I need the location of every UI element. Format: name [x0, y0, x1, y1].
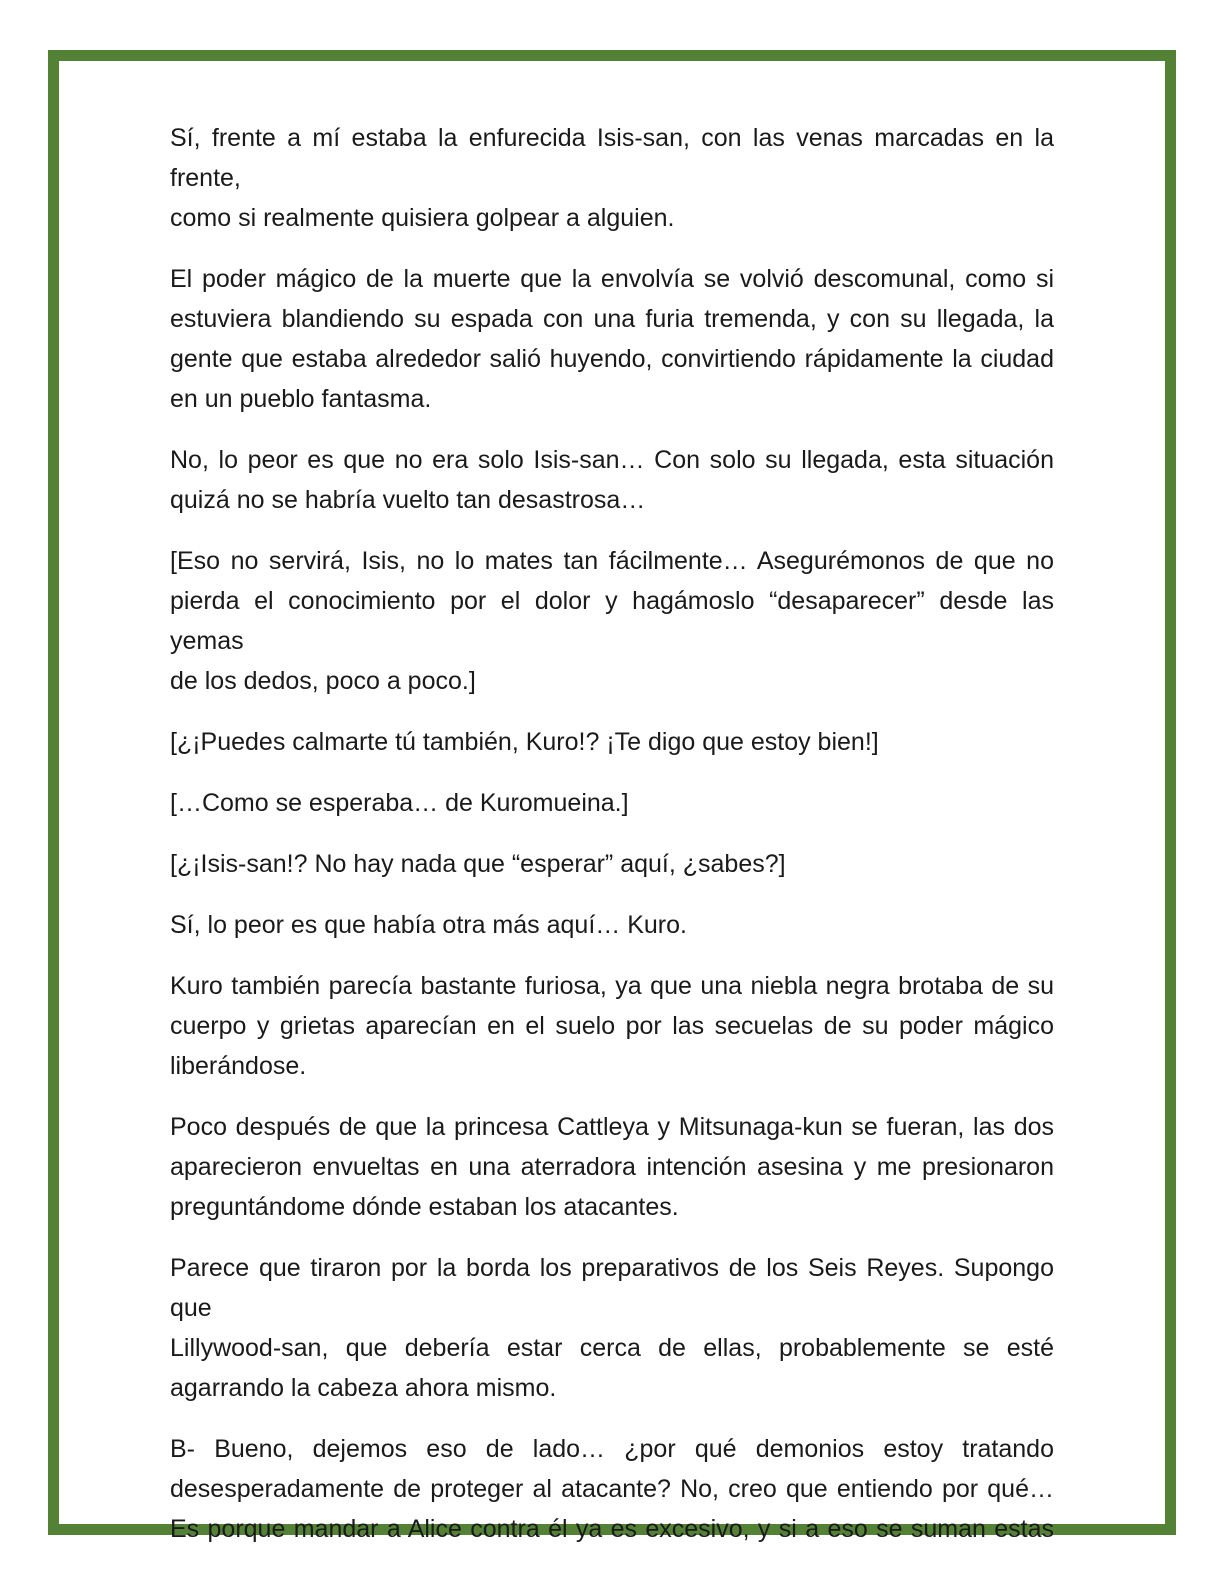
paragraph — [170, 1429, 1054, 1549]
document-text-block — [170, 118, 1054, 1549]
paragraph — [170, 966, 1054, 1086]
text-line: en un pueblo fantasma. — [170, 385, 432, 413]
paragraph — [170, 905, 1054, 945]
text-line: Parece que tiraron por la borda los preparativos de los Seis Reyes. Supongo que — [170, 1254, 1054, 1322]
text-line: agarrando la cabeza ahora mismo. — [170, 1374, 557, 1402]
text-line: Lillywood-san, que debería estar cerca de ellas, probablemente se esté — [170, 1334, 1054, 1362]
text-line: Kuro también parecía bastante furiosa, ya que una niebla negra brotaba de su — [170, 972, 1054, 1000]
text-line: estuviera blandiendo su espada con una furia tremenda, y con su llegada, la — [170, 305, 1054, 333]
paragraph — [170, 844, 1054, 884]
paragraph — [170, 1107, 1054, 1227]
text-line: Sí, frente a mí estaba la enfurecida Isis-san, con las venas marcadas en la frente, — [170, 124, 1054, 192]
paragraph — [170, 440, 1054, 520]
text-line: B- Bueno, dejemos eso de lado… ¿por qué demonios estoy tratando — [170, 1435, 1054, 1463]
text-line: de los dedos, poco a poco.] — [170, 667, 476, 695]
paragraph — [170, 1248, 1054, 1408]
text-line: […Como se esperaba… de Kuromueina.] — [170, 789, 629, 817]
text-line: quizá no se habría vuelto tan desastrosa… — [170, 486, 646, 514]
text-line: [¿¡Puedes calmarte tú también, Kuro!? ¡Te digo que estoy bien!] — [170, 728, 879, 756]
text-line: pierda el conocimiento por el dolor y hagámoslo “desaparecer” desde las yemas — [170, 587, 1054, 655]
text-line: como si realmente quisiera golpear a alguien. — [170, 204, 675, 232]
text-line: preguntándome dónde estaban los atacantes. — [170, 1193, 679, 1221]
text-line: [¿¡Isis-san!? No hay nada que “esperar” aquí, ¿sabes?] — [170, 850, 786, 878]
paragraph — [170, 783, 1054, 823]
text-line: liberándose. — [170, 1052, 307, 1080]
text-line: No, lo peor es que no era solo Isis-san… Con solo su llegada, esta situación — [170, 446, 1054, 474]
text-line: Es porque mandar a Alice contra él ya es excesivo, y si a eso se suman estas — [170, 1515, 1054, 1543]
text-line: Sí, lo peor es que había otra más aquí… Kuro. — [170, 911, 687, 939]
text-line: [Eso no servirá, Isis, no lo mates tan fácilmente… Asegurémonos de que no — [170, 547, 1054, 575]
page-border-frame — [48, 50, 1176, 1543]
paragraph — [170, 541, 1054, 701]
text-line: desesperadamente de proteger al atacante? No, creo que entiendo por qué… — [170, 1475, 1054, 1503]
text-line: Poco después de que la princesa Cattleya y Mitsunaga-kun se fueran, las dos — [170, 1113, 1054, 1141]
text-line: El poder mágico de la muerte que la envolvía se volvió descomunal, como si — [170, 265, 1054, 293]
paragraph — [170, 118, 1054, 238]
text-line: cuerpo y grietas aparecían en el suelo por las secuelas de su poder mágico — [170, 1012, 1054, 1040]
text-line: aparecieron envueltas en una aterradora intención asesina y me presionaron — [170, 1153, 1054, 1181]
text-line: gente que estaba alrededor salió huyendo, convirtiendo rápidamente la ciudad — [170, 345, 1054, 373]
paragraph — [170, 259, 1054, 419]
paragraph — [170, 722, 1054, 762]
